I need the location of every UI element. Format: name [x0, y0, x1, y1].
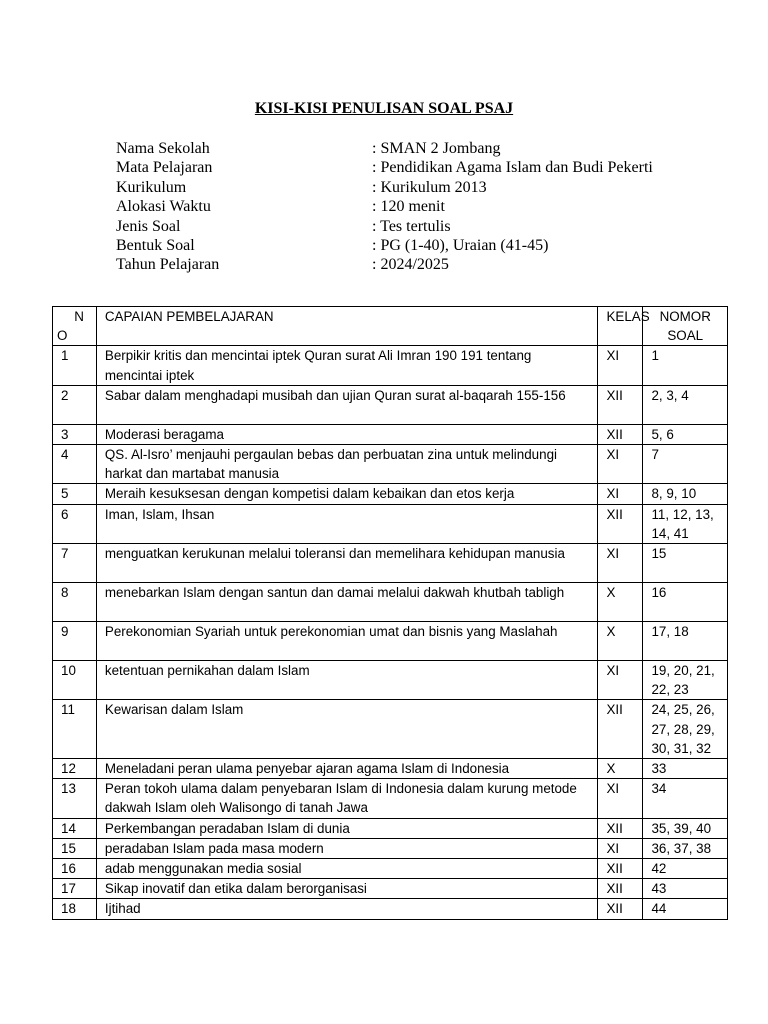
- cell-kelas: XI: [598, 445, 643, 484]
- info-label: Nama Sekolah: [116, 140, 210, 157]
- cell-no: 7: [53, 544, 97, 583]
- info-value: : 2024/2025: [372, 256, 449, 274]
- cell-capaian: Ijtihad: [96, 899, 598, 919]
- cell-kelas: XI: [598, 779, 643, 818]
- cell-no: 4: [53, 445, 97, 484]
- cell-nomor-soal: 43: [643, 879, 728, 899]
- info-value: : Pendidikan Agama Islam dan Budi Pekerti: [372, 159, 653, 177]
- table-row: [53, 622, 728, 661]
- cell-capaian: Berpikir kritis dan mencintai iptek Quran surat Ali Imran 190 191 tentang mencintai iptek: [96, 346, 598, 385]
- cell-nomor-soal: 1: [643, 346, 728, 385]
- cell-capaian: Perekonomian Syariah untuk perekonomian umat dan bisnis yang Maslahah: [96, 622, 598, 661]
- cell-capaian: Perkembangan peradaban Islam di dunia: [96, 818, 598, 838]
- table-row: [53, 899, 728, 919]
- table-row: [53, 484, 728, 504]
- info-row: [116, 139, 653, 158]
- cell-kelas: XI: [598, 346, 643, 385]
- cell-no: 3: [53, 424, 97, 444]
- cell-capaian: Sikap inovatif dan etika dalam berorganisasi: [96, 879, 598, 899]
- cell-capaian: Iman, Islam, Ihsan: [96, 504, 598, 543]
- cell-no: 5: [53, 484, 97, 504]
- cell-nomor-soal: 42: [643, 859, 728, 879]
- cell-no: 14: [53, 818, 97, 838]
- table-row: [53, 385, 728, 424]
- info-row: [116, 158, 653, 177]
- cell-nomor-soal: 16: [643, 583, 728, 622]
- cell-no: 2: [53, 385, 97, 424]
- cell-kelas: XII: [598, 899, 643, 919]
- table-row: [53, 859, 728, 879]
- cell-kelas: XI: [598, 484, 643, 504]
- info-label: Bentuk Soal: [116, 236, 195, 254]
- cell-nomor-soal: 2, 3, 4: [643, 385, 728, 424]
- table-row: [53, 661, 728, 700]
- cell-nomor-soal: 7: [643, 445, 728, 484]
- cell-capaian: peradaban Islam pada masa modern: [96, 838, 598, 858]
- table-row: [53, 583, 728, 622]
- cell-no: 6: [53, 504, 97, 543]
- cell-capaian: Kewarisan dalam Islam: [96, 700, 598, 759]
- cell-kelas: X: [598, 583, 643, 622]
- cell-no: 1: [53, 346, 97, 385]
- table-row: [53, 838, 728, 858]
- info-value: : 120 menit: [372, 198, 445, 216]
- table-header-row: [53, 307, 728, 346]
- info-label: Alokasi Waktu: [116, 198, 211, 216]
- cell-kelas: XI: [598, 661, 643, 700]
- cell-no: 18: [53, 899, 97, 919]
- cell-kelas: X: [598, 622, 643, 661]
- cell-capaian: Meneladani peran ulama penyebar ajaran agama Islam di Indonesia: [96, 759, 598, 779]
- cell-nomor-soal: 34: [643, 779, 728, 818]
- header-nomor-soal: NOMOR SOAL: [643, 307, 728, 346]
- cell-nomor-soal: 44: [643, 899, 728, 919]
- table-row: [53, 544, 728, 583]
- cell-no: 11: [53, 700, 97, 759]
- cell-nomor-soal: 11, 12, 13, 14, 41: [643, 504, 728, 543]
- cell-capaian: adab menggunakan media sosial: [96, 859, 598, 879]
- info-label: Tahun Pelajaran: [116, 256, 220, 274]
- cell-kelas: XI: [598, 838, 643, 858]
- info-value: : Tes tertulis: [372, 217, 451, 235]
- cell-nomor-soal: 19, 20, 21, 22, 23: [643, 661, 728, 700]
- cell-nomor-soal: 8, 9, 10: [643, 484, 728, 504]
- cell-no: 8: [53, 583, 97, 622]
- info-value: : Kurikulum 2013: [372, 178, 487, 196]
- info-block: [116, 139, 653, 275]
- cell-kelas: XII: [598, 879, 643, 899]
- table-row: [53, 346, 728, 385]
- cell-capaian: Sabar dalam menghadapi musibah dan ujian Quran surat al-baqarah 155-156: [96, 385, 598, 424]
- info-row: [116, 236, 653, 255]
- info-value: : PG (1-40), Uraian (41-45): [372, 236, 549, 254]
- cell-kelas: XI: [598, 544, 643, 583]
- cell-no: 17: [53, 879, 97, 899]
- info-label: Kurikulum: [116, 178, 187, 196]
- table-row: [53, 504, 728, 543]
- info-row: [116, 217, 653, 236]
- table-row: [53, 700, 728, 759]
- table-row: [53, 879, 728, 899]
- info-row: [116, 178, 653, 197]
- kisi-kisi-table: [52, 306, 728, 920]
- header-kelas: KELAS: [598, 307, 643, 346]
- info-label: Jenis Soal: [116, 217, 181, 235]
- cell-kelas: XII: [598, 424, 643, 444]
- cell-kelas: X: [598, 759, 643, 779]
- header-no: [53, 307, 97, 346]
- cell-no: 12: [53, 759, 97, 779]
- cell-no: 16: [53, 859, 97, 879]
- cell-nomor-soal: 24, 25, 26, 27, 28, 29, 30, 31, 32: [643, 700, 728, 759]
- cell-kelas: XII: [598, 385, 643, 424]
- info-label: Mata Pelajaran: [116, 159, 213, 177]
- cell-kelas: XII: [598, 859, 643, 879]
- header-no-line2: O: [57, 328, 68, 344]
- info-row: [116, 197, 653, 216]
- info-value: : SMAN 2 Jombang: [372, 140, 501, 157]
- cell-nomor-soal: 36, 37, 38: [643, 838, 728, 858]
- cell-capaian: Moderasi beragama: [96, 424, 598, 444]
- header-no-line1: N: [74, 309, 84, 324]
- document-title: KISI-KISI PENULISAN SOAL PSAJ: [254, 100, 514, 117]
- table-row: [53, 779, 728, 818]
- cell-nomor-soal: 33: [643, 759, 728, 779]
- cell-kelas: XII: [598, 818, 643, 838]
- cell-no: 9: [53, 622, 97, 661]
- cell-capaian: menebarkan Islam dengan santun dan damai melalui dakwah khutbah tabligh: [96, 583, 598, 622]
- cell-nomor-soal: 5, 6: [643, 424, 728, 444]
- cell-capaian: Meraih kesuksesan dengan kompetisi dalam kebaikan dan etos kerja: [96, 484, 598, 504]
- table-row: [53, 445, 728, 484]
- table-row: [53, 759, 728, 779]
- table-row: [53, 424, 728, 444]
- cell-capaian: ketentuan pernikahan dalam Islam: [96, 661, 598, 700]
- table-row: [53, 818, 728, 838]
- cell-no: 10: [53, 661, 97, 700]
- cell-kelas: XII: [598, 504, 643, 543]
- info-row: [116, 255, 653, 274]
- cell-capaian: QS. Al-Isro’ menjauhi pergaulan bebas dan perbuatan zina untuk melindungi harkat dan martabat manusia: [96, 445, 598, 484]
- cell-capaian: menguatkan kerukunan melalui toleransi dan memelihara kehidupan manusia: [96, 544, 598, 583]
- cell-no: 15: [53, 838, 97, 858]
- cell-kelas: XII: [598, 700, 643, 759]
- cell-capaian: Peran tokoh ulama dalam penyebaran Islam di Indonesia dalam kurung metode dakwah Islam oleh Walisongo di tanah Jawa: [96, 779, 598, 818]
- cell-no: 13: [53, 779, 97, 818]
- cell-nomor-soal: 17, 18: [643, 622, 728, 661]
- cell-nomor-soal: 15: [643, 544, 728, 583]
- header-capaian: CAPAIAN PEMBELAJARAN: [96, 307, 598, 346]
- cell-nomor-soal: 35, 39, 40: [643, 818, 728, 838]
